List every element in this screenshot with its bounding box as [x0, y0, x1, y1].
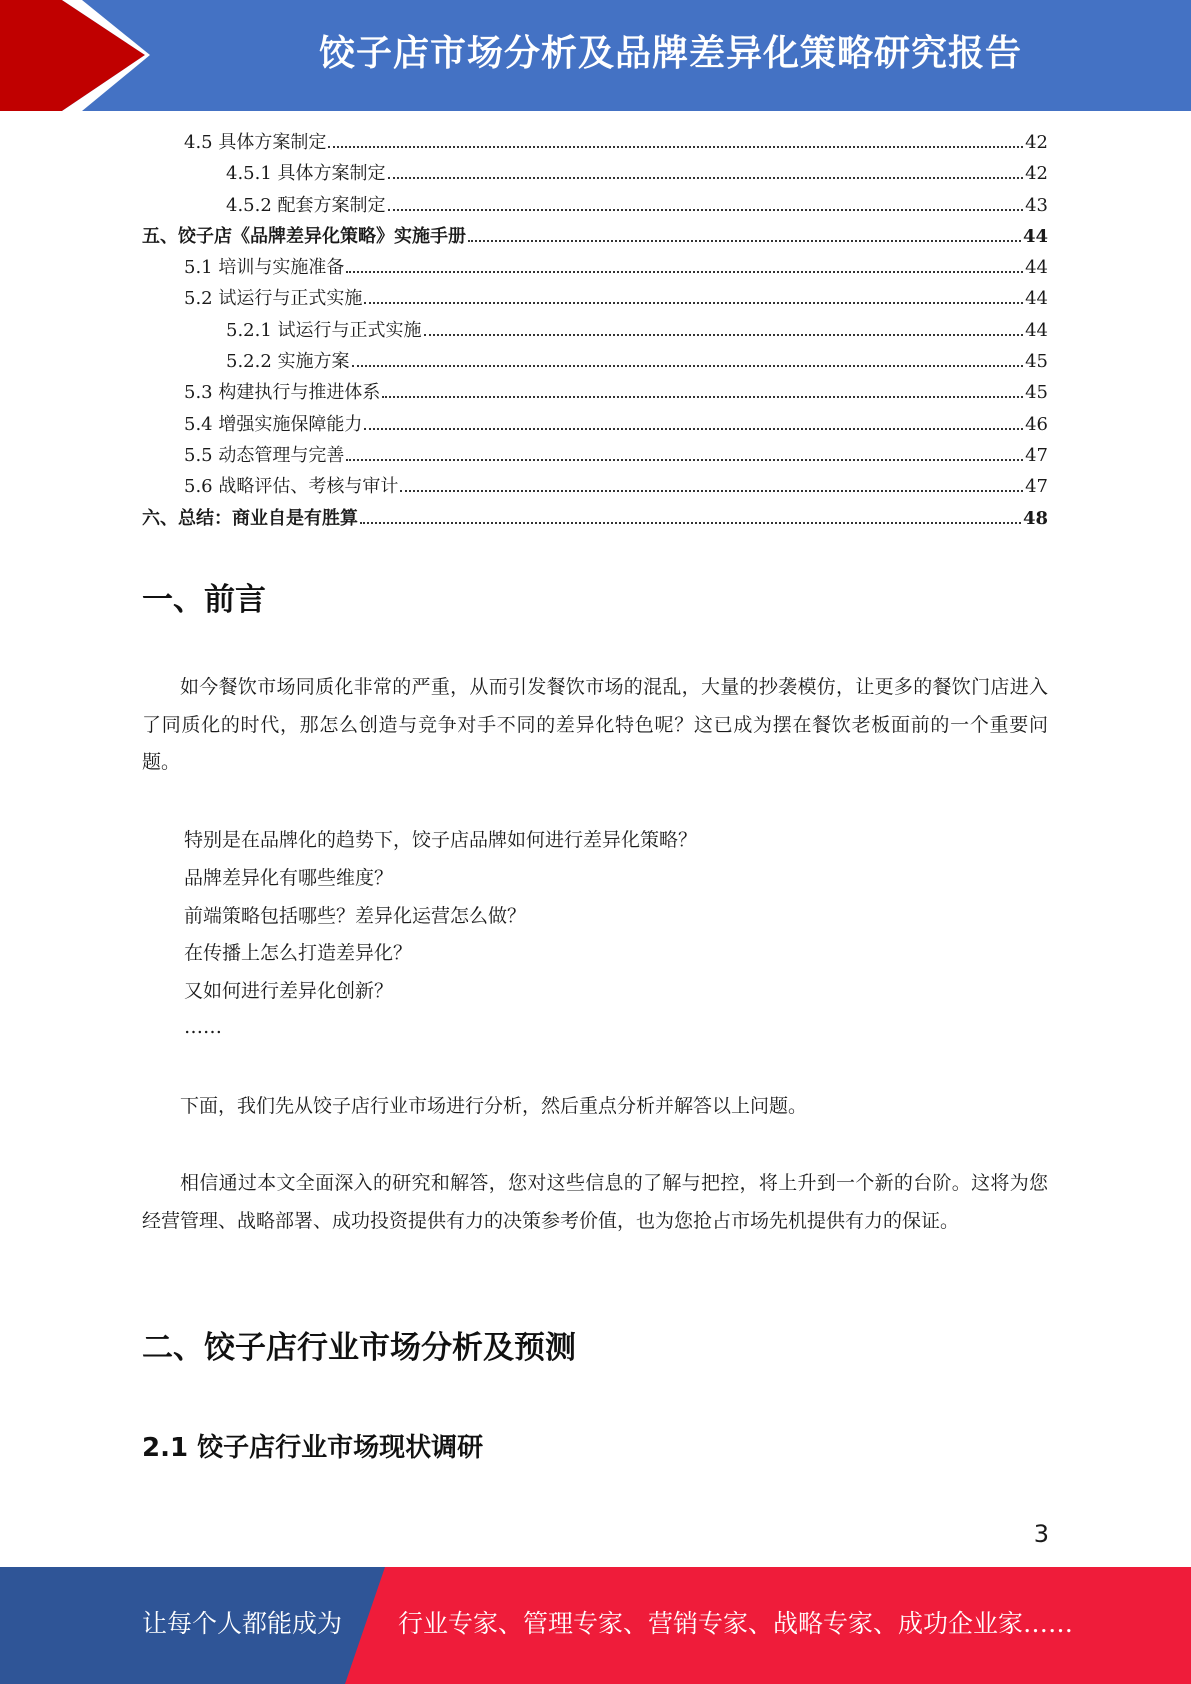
preface-paragraph-2: 下面，我们先从饺子店行业市场进行分析，然后重点分析并解答以上问题。 [180, 1095, 808, 1117]
toc-entry-label: 5.4 增强实施保障能力 [184, 413, 363, 435]
toc-entry-label: 5.2.1 试运行与正式实施 [226, 319, 422, 341]
question-item: 特别是在品牌化的趋势下，饺子店品牌如何进行差异化策略？ [184, 829, 698, 851]
toc-entry-label: 5.6 战略评估、考核与审计 [184, 476, 399, 498]
toc-entry-label: 五、饺子店《品牌差异化策略》实施手册 [142, 225, 466, 247]
footer-slogan-right: 行业专家、管理专家、营销专家、战略专家、成功企业家…… [398, 1609, 1074, 1638]
toc-dot-leader [382, 396, 1023, 398]
toc-entry[interactable] [142, 472, 1048, 503]
toc-dot-leader [328, 146, 1023, 148]
toc-dot-leader [364, 428, 1023, 430]
page-header [0, 0, 1191, 111]
toc-dot-leader [400, 490, 1023, 492]
toc-entry-page: 43 [1025, 194, 1048, 216]
toc-entry-page: 42 [1025, 132, 1048, 153]
question-item: 品牌差异化有哪些维度？ [184, 867, 394, 889]
toc-entry-page: 47 [1025, 476, 1048, 498]
toc-entry[interactable] [142, 159, 1048, 190]
toc-entry-label: 4.5.2 配套方案制定 [226, 194, 386, 216]
toc-entry-page: 46 [1025, 413, 1048, 435]
page-number: 3 [1033, 1520, 1049, 1548]
toc-dot-leader [388, 209, 1024, 211]
toc-dot-leader [468, 240, 1021, 242]
toc-entry-page: 42 [1025, 163, 1048, 185]
toc-entry-page: 44 [1025, 319, 1048, 341]
question-ellipsis: …… [184, 1016, 222, 1038]
toc-dot-leader [346, 459, 1023, 461]
preface-paragraph-3: 相信通过本文全面深入的研究和解答，您对这些信息的了解与把控，将上升到一个新的台阶。这将为您经营管理、战略部署、成功投资提供有力的决策参考价值，也为您抢占市场先机提供有力的保证。 [142, 1172, 1048, 1232]
toc-entry[interactable] [142, 347, 1048, 378]
toc-entry-label: 5.5 动态管理与完善 [184, 444, 345, 466]
toc-entry-label: 5.2.2 实施方案 [226, 351, 350, 373]
section-heading-preface: 一、前言 [142, 582, 266, 618]
page-footer [0, 1567, 1191, 1684]
toc-entry[interactable] [142, 378, 1048, 409]
toc-entry-label: 5.2 试运行与正式实施 [184, 288, 363, 310]
toc-entry[interactable] [142, 504, 1048, 535]
toc-dot-leader [364, 302, 1023, 304]
toc-entry[interactable] [142, 441, 1048, 472]
toc-entry-page: 45 [1025, 382, 1048, 404]
toc-entry-page: 44 [1022, 225, 1048, 247]
question-item: 在传播上怎么打造差异化？ [184, 942, 413, 964]
toc-entry-page: 44 [1025, 257, 1048, 279]
toc-entry-label: 5.3 构建执行与推进体系 [184, 382, 381, 404]
table-of-contents [142, 128, 1048, 535]
toc-entry-page: 47 [1025, 444, 1048, 466]
question-item: 又如何进行差异化创新？ [184, 980, 394, 1002]
toc-entry-page: 44 [1025, 288, 1048, 310]
subsection-heading-market-status: 2.1 饺子店行业市场现状调研 [142, 1433, 484, 1463]
footer-slogan-left: 让每个人都能成为 [142, 1609, 343, 1638]
toc-entry[interactable] [142, 222, 1048, 253]
toc-dot-leader [424, 334, 1024, 336]
toc-entry-label: 5.1 培训与实施准备 [184, 257, 345, 279]
toc-entry[interactable] [142, 128, 1048, 159]
toc-entry-page: 48 [1022, 507, 1048, 529]
toc-entry-label: 六、总结：商业自是有胜算 [142, 507, 358, 529]
toc-entry-label: 4.5.1 具体方案制定 [226, 163, 386, 185]
toc-entry-label: 4.5 具体方案制定 [184, 132, 327, 153]
header-title: 饺子店市场分析及品牌差异化策略研究报告 [318, 33, 1022, 74]
toc-entry[interactable] [142, 284, 1048, 315]
toc-entry[interactable] [142, 316, 1048, 347]
toc-dot-leader [346, 271, 1023, 273]
toc-entry-page: 45 [1025, 351, 1048, 373]
toc-entry[interactable] [142, 410, 1048, 441]
toc-dot-leader [352, 365, 1024, 367]
header-red-chevron [0, 0, 160, 111]
question-item: 前端策略包括哪些？差异化运营怎么做？ [184, 905, 527, 927]
section-heading-market-analysis: 二、饺子店行业市场分析及预测 [142, 1330, 576, 1366]
toc-dot-leader [388, 177, 1024, 179]
preface-paragraph-1: 如今餐饮市场同质化非常的严重，从而引发餐饮市场的混乱，大量的抄袭模仿，让更多的餐饮门店进入了同质化的时代，那怎么创造与竞争对手不同的差异化特色呢？这已成为摆在餐饮老板面前的一个重要问题。 [142, 676, 1048, 773]
toc-entry[interactable] [142, 253, 1048, 284]
toc-dot-leader [360, 522, 1021, 524]
toc-entry[interactable] [142, 191, 1048, 222]
